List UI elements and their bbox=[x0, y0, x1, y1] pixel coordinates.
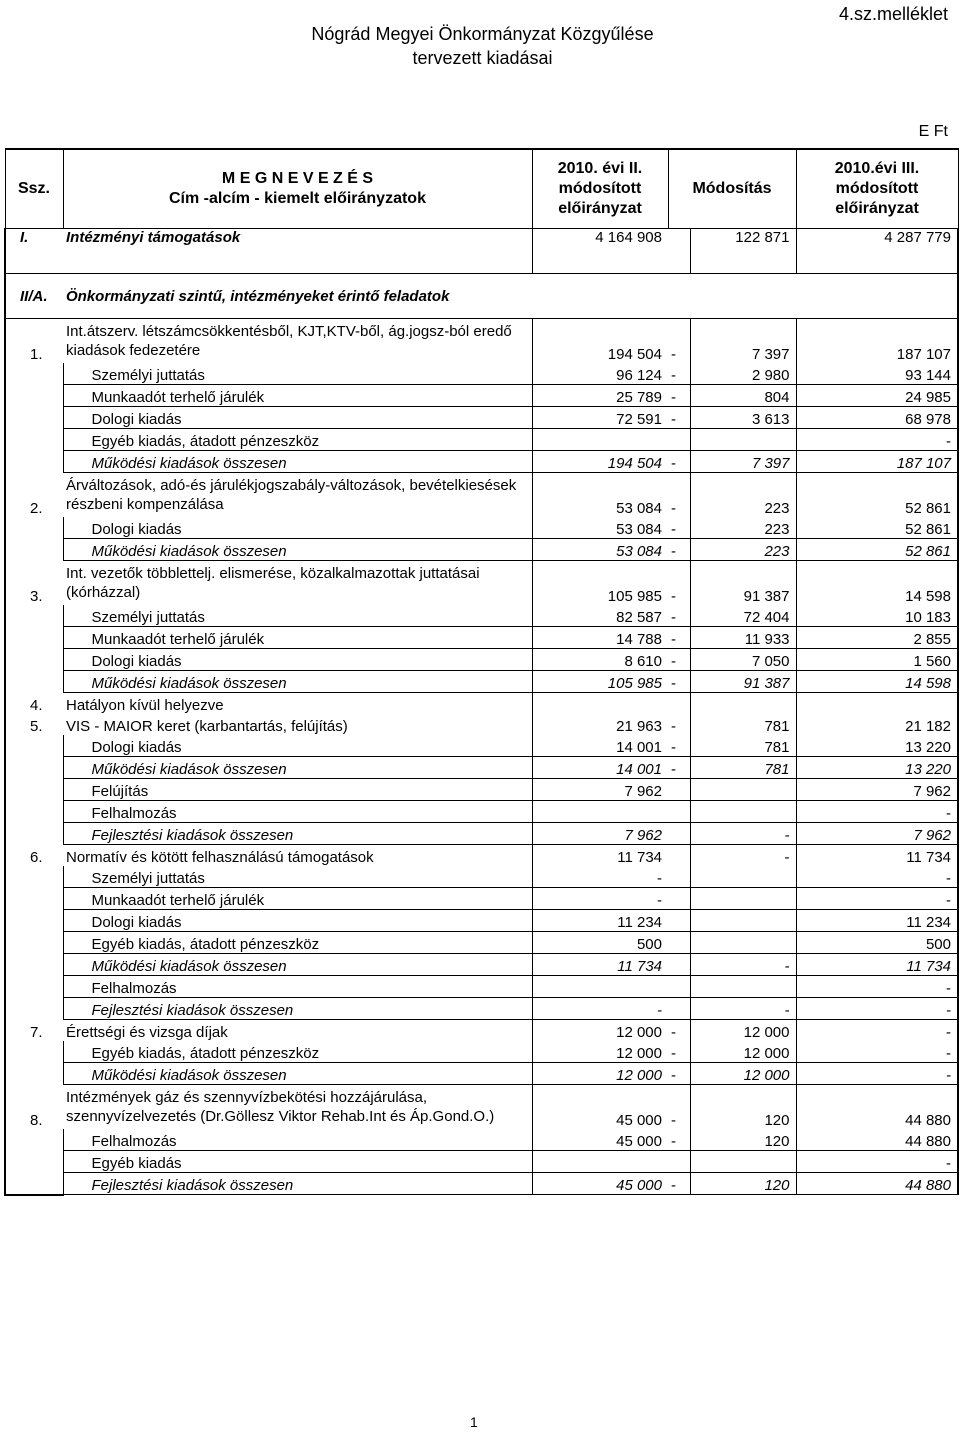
row-description: Működési kiadások összesen bbox=[63, 757, 532, 779]
new-budget-value: 21 182 bbox=[796, 714, 958, 735]
row-description: Egyéb kiadás bbox=[63, 1151, 532, 1173]
modification-sign: - bbox=[668, 1173, 690, 1195]
new-budget-value: 11 734 bbox=[796, 845, 958, 867]
prev-budget-value: 45 000 bbox=[532, 1173, 668, 1195]
modification-value: 781 bbox=[690, 714, 796, 735]
modification-value: 7 050 bbox=[690, 649, 796, 671]
new-budget-value: 68 978 bbox=[796, 407, 958, 429]
new-budget-value: - bbox=[796, 998, 958, 1020]
row-number: 5. bbox=[5, 714, 63, 735]
modification-sign: - bbox=[668, 627, 690, 649]
prev-budget-value: 12 000 bbox=[532, 1041, 668, 1063]
title-line-1: Nógrád Megyei Önkormányzat Közgyűlése bbox=[311, 24, 654, 44]
modification-value: - bbox=[690, 998, 796, 1020]
row-number bbox=[5, 1129, 63, 1151]
modification-sign: - bbox=[668, 1041, 690, 1063]
row-description: Árváltozások, adó-és járulékjogszabály-változások, bevételkiesések részbeni kompenzálása bbox=[66, 477, 517, 513]
prev-budget-value: 4 164 908 bbox=[532, 229, 668, 274]
table-row bbox=[5, 714, 958, 735]
modification-sign bbox=[668, 779, 690, 801]
modification-sign: - bbox=[671, 346, 676, 363]
prev-budget-value: 53 084 bbox=[532, 473, 668, 518]
new-budget-value bbox=[796, 693, 958, 715]
table-row bbox=[5, 605, 958, 627]
row-number: 4. bbox=[5, 693, 63, 715]
column-header-prev-budget-line-1: 2010. évi II. bbox=[557, 160, 643, 177]
row-description: Érettségi és vizsga díjak bbox=[66, 1024, 228, 1041]
column-header-prev-budget-line-2: módosított bbox=[558, 180, 642, 197]
new-budget-value: - bbox=[796, 1063, 958, 1085]
row-number bbox=[5, 976, 63, 998]
row-description: Személyi juttatás bbox=[63, 866, 532, 888]
new-budget-value: 24 985 bbox=[796, 385, 958, 407]
row-number bbox=[5, 671, 63, 693]
modification-value: 120 bbox=[690, 1129, 796, 1151]
modification-sign: - bbox=[668, 605, 690, 627]
prev-budget-value: 194 504 bbox=[532, 451, 668, 473]
table-row bbox=[5, 539, 958, 561]
prev-budget-value bbox=[532, 1151, 668, 1173]
row-number bbox=[5, 385, 63, 407]
modification-sign: - bbox=[668, 649, 690, 671]
row-description: Dologi kiadás bbox=[63, 407, 532, 429]
new-budget-value bbox=[796, 274, 958, 319]
modification-value bbox=[690, 801, 796, 823]
new-budget-value: 13 220 bbox=[796, 757, 958, 779]
row-number bbox=[5, 1151, 63, 1173]
row-number bbox=[5, 1041, 63, 1063]
table-row bbox=[5, 1173, 958, 1195]
row-description: Intézmények gáz és szennyvízbekötési hozzájárulása, szennyvízelvezetés (Dr.Göllesz Viktor Rehab.Int és Áp.Gond.O.) bbox=[66, 1089, 495, 1125]
table-row bbox=[5, 319, 958, 364]
prev-budget-value: 11 734 bbox=[532, 954, 668, 976]
row-number bbox=[5, 1173, 63, 1195]
prev-budget-value: 96 124 bbox=[532, 363, 668, 385]
modification-sign bbox=[668, 845, 690, 867]
modification-sign bbox=[668, 823, 690, 845]
row-description: Felhalmozás bbox=[63, 801, 532, 823]
row-number bbox=[5, 429, 63, 451]
modification-value: 7 397 bbox=[690, 319, 796, 364]
modification-sign: - bbox=[671, 1112, 676, 1129]
modification-sign: - bbox=[668, 451, 690, 473]
table-row bbox=[5, 407, 958, 429]
modification-value bbox=[690, 429, 796, 451]
new-budget-value: 500 bbox=[796, 932, 958, 954]
prev-budget-value: 21 963 bbox=[532, 714, 668, 735]
table-row bbox=[5, 517, 958, 539]
column-header-name-line-2: Cím -alcím - kiemelt előirányzatok bbox=[169, 190, 426, 207]
modification-value: 2 980 bbox=[690, 363, 796, 385]
modification-value: 804 bbox=[690, 385, 796, 407]
modification-sign: - bbox=[668, 757, 690, 779]
modification-value: 11 933 bbox=[690, 627, 796, 649]
modification-sign: - bbox=[668, 539, 690, 561]
modification-value bbox=[690, 779, 796, 801]
new-budget-value: 52 861 bbox=[796, 539, 958, 561]
prev-budget-value: 45 000 bbox=[532, 1129, 668, 1151]
modification-sign: - bbox=[671, 500, 676, 517]
prev-budget-value: 11 234 bbox=[532, 910, 668, 932]
table-row bbox=[5, 1129, 958, 1151]
modification-value bbox=[690, 910, 796, 932]
modification-sign bbox=[668, 910, 690, 932]
row-number bbox=[5, 1063, 63, 1085]
prev-budget-value: 105 985 bbox=[532, 561, 668, 606]
modification-value bbox=[690, 1151, 796, 1173]
row-description: Dologi kiadás bbox=[63, 910, 532, 932]
table-row bbox=[5, 1020, 958, 1042]
title-line-2: tervezett kiadásai bbox=[412, 48, 553, 68]
annex-label: 4.sz.melléklet bbox=[838, 4, 948, 24]
row-number bbox=[5, 998, 63, 1020]
modification-sign: - bbox=[668, 1129, 690, 1151]
row-number bbox=[5, 910, 63, 932]
table-row bbox=[5, 932, 958, 954]
modification-sign bbox=[668, 801, 690, 823]
prev-budget-value: 14 788 bbox=[532, 627, 668, 649]
new-budget-value: 13 220 bbox=[796, 735, 958, 757]
modification-sign bbox=[668, 866, 690, 888]
new-budget-value: - bbox=[796, 866, 958, 888]
row-description: Felújítás bbox=[63, 779, 532, 801]
prev-budget-value: 53 084 bbox=[532, 539, 668, 561]
new-budget-value: 44 880 bbox=[796, 1173, 958, 1195]
new-budget-value: - bbox=[796, 1151, 958, 1173]
column-header-new-budget-line-1: 2010.évi III. bbox=[834, 160, 920, 177]
new-budget-value: - bbox=[796, 976, 958, 998]
row-number: 1. bbox=[5, 319, 63, 364]
table-row bbox=[5, 649, 958, 671]
modification-value: 12 000 bbox=[690, 1020, 796, 1042]
modification-sign: - bbox=[668, 671, 690, 693]
prev-budget-value: - bbox=[532, 866, 668, 888]
new-budget-value: 52 861 bbox=[796, 473, 958, 518]
prev-budget-value: 194 504 bbox=[532, 319, 668, 364]
table-row bbox=[5, 998, 958, 1020]
modification-sign: - bbox=[671, 1024, 676, 1041]
row-number bbox=[5, 932, 63, 954]
row-description: Működési kiadások összesen bbox=[63, 451, 532, 473]
table-row bbox=[5, 693, 958, 715]
row-number bbox=[5, 801, 63, 823]
modification-value bbox=[690, 693, 796, 715]
row-description: Fejlesztési kiadások összesen bbox=[63, 1173, 532, 1195]
row-number bbox=[5, 823, 63, 845]
row-description: Normatív és kötött felhasználású támogatások bbox=[66, 849, 374, 866]
table-row bbox=[5, 845, 958, 867]
column-header-new-budget-line-2: módosított bbox=[835, 180, 919, 197]
new-budget-value: - bbox=[796, 888, 958, 910]
modification-sign bbox=[668, 888, 690, 910]
row-description: Munkaadót terhelő járulék bbox=[63, 888, 532, 910]
new-budget-value: 14 598 bbox=[796, 561, 958, 606]
modification-sign bbox=[668, 1151, 690, 1173]
table-row bbox=[5, 910, 958, 932]
row-description: VIS - MAIOR keret (karbantartás, felújítás) bbox=[66, 718, 348, 735]
table-row bbox=[5, 451, 958, 473]
modification-value: 122 871 bbox=[690, 229, 796, 274]
table-row bbox=[5, 1085, 958, 1130]
table-row bbox=[5, 363, 958, 385]
new-budget-value: - bbox=[796, 1041, 958, 1063]
new-budget-value: 7 962 bbox=[796, 823, 958, 845]
prev-budget-value bbox=[532, 976, 668, 998]
column-header-prev-budget bbox=[532, 149, 668, 229]
new-budget-value: 44 880 bbox=[796, 1129, 958, 1151]
prev-budget-value: 11 734 bbox=[532, 845, 668, 867]
prev-budget-value: 105 985 bbox=[532, 671, 668, 693]
table-row bbox=[5, 473, 958, 518]
row-number: 8. bbox=[5, 1085, 63, 1130]
modification-value bbox=[690, 274, 796, 319]
currency-unit-label: E Ft bbox=[918, 123, 948, 140]
new-budget-value: 11 734 bbox=[796, 954, 958, 976]
row-description: Működési kiadások összesen bbox=[63, 1063, 532, 1085]
prev-budget-value: - bbox=[532, 998, 668, 1020]
prev-budget-value bbox=[532, 429, 668, 451]
table-row bbox=[5, 274, 958, 319]
row-description: Dologi kiadás bbox=[63, 735, 532, 757]
prev-budget-value: 14 001 bbox=[532, 757, 668, 779]
row-description: Int.átszerv. létszámcsökkentésből, KJT,KTV-ből, ág.jogsz-ból eredő kiadások fedezetére bbox=[66, 323, 512, 359]
table-row bbox=[5, 1063, 958, 1085]
new-budget-value: 187 107 bbox=[796, 451, 958, 473]
row-number bbox=[5, 517, 63, 539]
new-budget-value: 1 560 bbox=[796, 649, 958, 671]
row-description: Személyi juttatás bbox=[63, 363, 532, 385]
modification-value: 120 bbox=[690, 1173, 796, 1195]
column-header-modification: Módosítás bbox=[668, 149, 796, 229]
modification-sign bbox=[668, 932, 690, 954]
modification-value bbox=[690, 888, 796, 910]
prev-budget-value: 7 962 bbox=[532, 823, 668, 845]
table-row bbox=[5, 1151, 958, 1173]
modification-value: 12 000 bbox=[690, 1041, 796, 1063]
row-description: Dologi kiadás bbox=[63, 517, 532, 539]
prev-budget-value: 25 789 bbox=[532, 385, 668, 407]
table-row bbox=[5, 823, 958, 845]
modification-value: 3 613 bbox=[690, 407, 796, 429]
prev-budget-value: 14 001 bbox=[532, 735, 668, 757]
modification-value: 223 bbox=[690, 473, 796, 518]
row-description: Int. vezetők többlettelj. elismerése, közalkalmazottak juttatásai (kórházzal) bbox=[66, 565, 480, 601]
row-description: Egyéb kiadás, átadott pénzeszköz bbox=[63, 1041, 532, 1063]
row-number: 7. bbox=[5, 1020, 63, 1042]
new-budget-value: 4 287 779 bbox=[796, 229, 958, 274]
row-description: Felhalmozás bbox=[63, 976, 532, 998]
modification-value: 120 bbox=[690, 1085, 796, 1130]
modification-value: 781 bbox=[690, 735, 796, 757]
modification-value bbox=[690, 932, 796, 954]
row-number bbox=[5, 407, 63, 429]
prev-budget-value bbox=[532, 274, 668, 319]
modification-sign bbox=[668, 274, 690, 319]
modification-value bbox=[690, 866, 796, 888]
prev-budget-value bbox=[532, 801, 668, 823]
row-number bbox=[5, 363, 63, 385]
row-number: 3. bbox=[5, 561, 63, 606]
row-number bbox=[5, 757, 63, 779]
table-row bbox=[5, 779, 958, 801]
row-number bbox=[5, 779, 63, 801]
row-description: Munkaadót terhelő járulék bbox=[63, 385, 532, 407]
prev-budget-value: 82 587 bbox=[532, 605, 668, 627]
modification-sign bbox=[668, 693, 690, 715]
row-number: 2. bbox=[5, 473, 63, 518]
modification-sign bbox=[668, 976, 690, 998]
modification-sign: - bbox=[668, 407, 690, 429]
table-row bbox=[5, 1041, 958, 1063]
row-description: Munkaadót terhelő járulék bbox=[63, 627, 532, 649]
new-budget-value: - bbox=[796, 1020, 958, 1042]
table-row bbox=[5, 954, 958, 976]
table-body bbox=[5, 229, 958, 1195]
modification-sign: - bbox=[668, 363, 690, 385]
new-budget-value: - bbox=[796, 801, 958, 823]
prev-budget-value: 8 610 bbox=[532, 649, 668, 671]
new-budget-value: 93 144 bbox=[796, 363, 958, 385]
modification-sign bbox=[668, 229, 690, 274]
modification-value: 223 bbox=[690, 539, 796, 561]
prev-budget-value: 53 084 bbox=[532, 517, 668, 539]
table-row bbox=[5, 671, 958, 693]
column-header-name-line-1: M E G N E V E Z É S bbox=[221, 170, 374, 187]
modification-value: 781 bbox=[690, 757, 796, 779]
table-row bbox=[5, 888, 958, 910]
new-budget-value: - bbox=[796, 429, 958, 451]
new-budget-value: 44 880 bbox=[796, 1085, 958, 1130]
modification-sign bbox=[668, 954, 690, 976]
table-row bbox=[5, 801, 958, 823]
budget-table bbox=[4, 148, 959, 1196]
row-description: Önkormányzati szintű, intézményeket érintő feladatok bbox=[63, 274, 532, 319]
table-row bbox=[5, 429, 958, 451]
new-budget-value: 11 234 bbox=[796, 910, 958, 932]
row-description: Felhalmozás bbox=[63, 1129, 532, 1151]
row-description: Dologi kiadás bbox=[63, 649, 532, 671]
row-description: Fejlesztési kiadások összesen bbox=[63, 998, 532, 1020]
prev-budget-value: 12 000 bbox=[532, 1063, 668, 1085]
column-header-ssz: Ssz. bbox=[5, 149, 63, 229]
row-number: I. bbox=[5, 229, 63, 274]
modification-sign bbox=[668, 998, 690, 1020]
row-number bbox=[5, 627, 63, 649]
row-number bbox=[5, 888, 63, 910]
modification-value: - bbox=[690, 954, 796, 976]
table-row bbox=[5, 229, 958, 274]
column-header-name bbox=[63, 149, 532, 229]
prev-budget-value: 72 591 bbox=[532, 407, 668, 429]
table-row bbox=[5, 735, 958, 757]
row-description: Fejlesztési kiadások összesen bbox=[63, 823, 532, 845]
prev-budget-value: 500 bbox=[532, 932, 668, 954]
new-budget-value: 14 598 bbox=[796, 671, 958, 693]
prev-budget-value: - bbox=[532, 888, 668, 910]
prev-budget-value: 7 962 bbox=[532, 779, 668, 801]
prev-budget-value: 45 000 bbox=[532, 1085, 668, 1130]
row-number bbox=[5, 866, 63, 888]
row-description: Intézményi támogatások bbox=[63, 229, 532, 274]
new-budget-value: 2 855 bbox=[796, 627, 958, 649]
modification-value: 91 387 bbox=[690, 671, 796, 693]
table-row bbox=[5, 385, 958, 407]
modification-value: 72 404 bbox=[690, 605, 796, 627]
prev-budget-value: 12 000 bbox=[532, 1020, 668, 1042]
row-number bbox=[5, 649, 63, 671]
table-row bbox=[5, 561, 958, 606]
prev-budget-value bbox=[532, 693, 668, 715]
row-description: Működési kiadások összesen bbox=[63, 671, 532, 693]
row-description: Működési kiadások összesen bbox=[63, 954, 532, 976]
row-number: 6. bbox=[5, 845, 63, 867]
modification-sign: - bbox=[668, 735, 690, 757]
table-header-row bbox=[5, 149, 958, 229]
row-number: II/A. bbox=[5, 274, 63, 319]
column-header-new-budget-line-3: előirányzat bbox=[835, 200, 919, 217]
new-budget-value: 7 962 bbox=[796, 779, 958, 801]
modification-value: - bbox=[690, 823, 796, 845]
column-header-new-budget bbox=[796, 149, 958, 229]
row-description: Hatályon kívül helyezve bbox=[66, 697, 224, 714]
modification-sign: - bbox=[671, 588, 676, 605]
modification-value: 223 bbox=[690, 517, 796, 539]
modification-value: 12 000 bbox=[690, 1063, 796, 1085]
modification-sign: - bbox=[668, 517, 690, 539]
table-row bbox=[5, 976, 958, 998]
row-description: Személyi juttatás bbox=[63, 605, 532, 627]
modification-sign: - bbox=[671, 718, 676, 735]
modification-sign: - bbox=[668, 385, 690, 407]
modification-value: 7 397 bbox=[690, 451, 796, 473]
modification-sign: - bbox=[668, 1063, 690, 1085]
table-row bbox=[5, 866, 958, 888]
modification-value: 91 387 bbox=[690, 561, 796, 606]
row-description: Működési kiadások összesen bbox=[63, 539, 532, 561]
row-description: Egyéb kiadás, átadott pénzeszköz bbox=[63, 429, 532, 451]
page-title bbox=[300, 22, 665, 70]
modification-value bbox=[690, 976, 796, 998]
page-number: 1 bbox=[470, 1414, 478, 1430]
new-budget-value: 10 183 bbox=[796, 605, 958, 627]
new-budget-value: 52 861 bbox=[796, 517, 958, 539]
modification-value: - bbox=[690, 845, 796, 867]
table-row bbox=[5, 757, 958, 779]
row-number bbox=[5, 539, 63, 561]
modification-sign bbox=[668, 429, 690, 451]
table-row bbox=[5, 627, 958, 649]
row-description: Egyéb kiadás, átadott pénzeszköz bbox=[63, 932, 532, 954]
row-number bbox=[5, 605, 63, 627]
row-number bbox=[5, 735, 63, 757]
column-header-prev-budget-line-3: előirányzat bbox=[558, 200, 642, 217]
row-number bbox=[5, 451, 63, 473]
new-budget-value: 187 107 bbox=[796, 319, 958, 364]
row-number bbox=[5, 954, 63, 976]
